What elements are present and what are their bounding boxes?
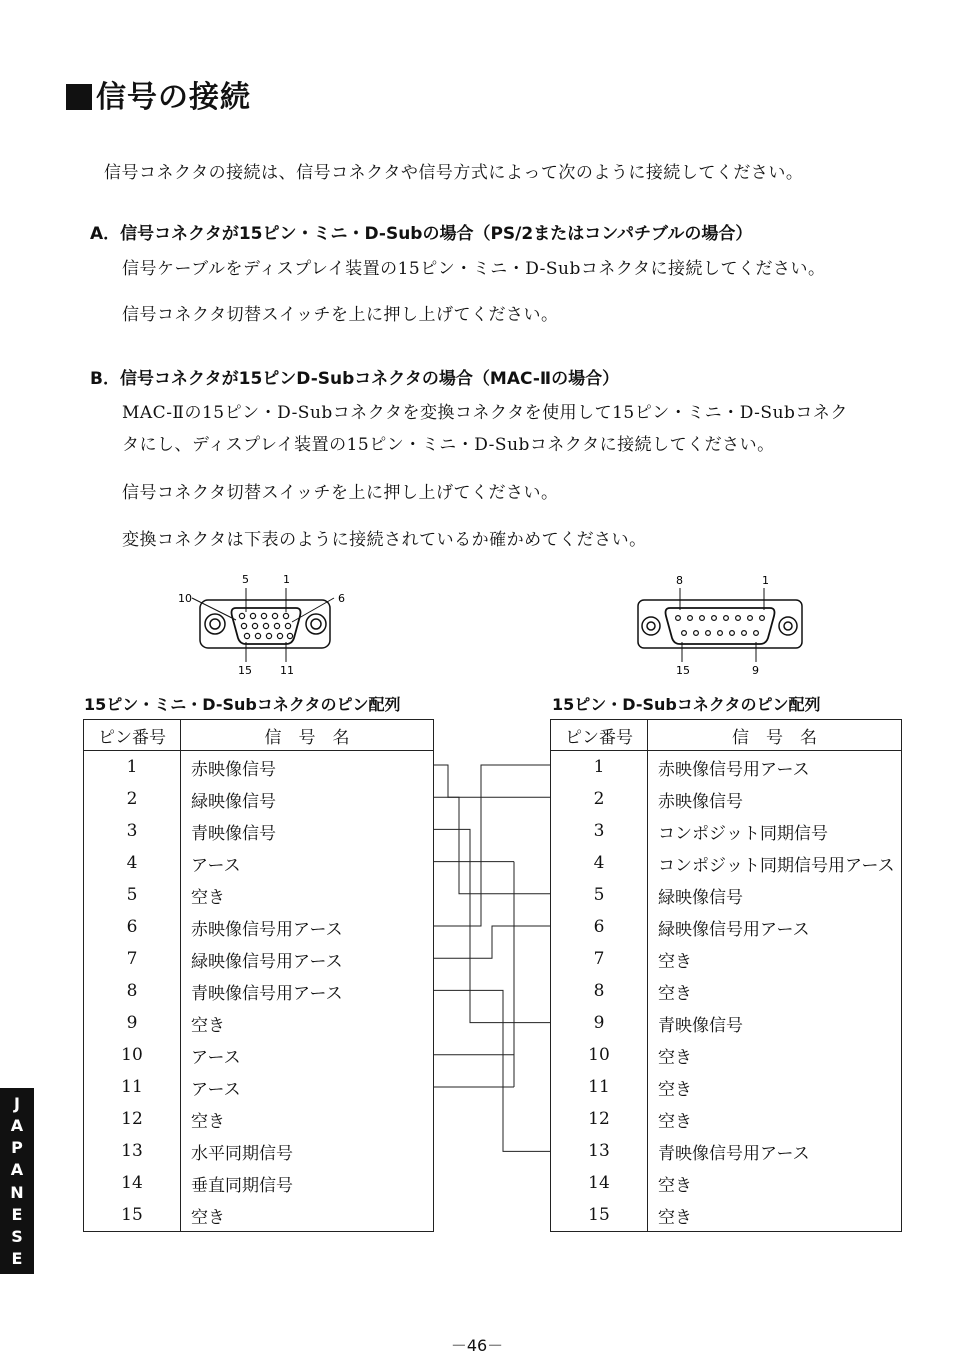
right-table-signal-name: 空き xyxy=(648,1071,902,1103)
left-table-signal-name: 水平同期信号 xyxy=(181,1135,434,1167)
left-table-signal-name: 赤映像信号 xyxy=(181,751,434,784)
right-col-pin: ピン番号 xyxy=(551,720,648,751)
right-table-signal-name: 空き xyxy=(648,975,902,1007)
right-table-signal-name: 空き xyxy=(648,1039,902,1071)
left-table-caption: 15ピン・ミニ・D-Subコネクタのピン配列 xyxy=(84,695,401,714)
left-table-row xyxy=(84,751,434,784)
left-table-pin-number: 7 xyxy=(84,943,181,975)
right-table-signal-name: 青映像信号用アース xyxy=(648,1135,902,1167)
wire-line xyxy=(434,765,550,926)
left-table-signal-name: アース xyxy=(181,847,434,879)
left-table-row xyxy=(84,1103,434,1135)
section-a-heading: A．信号コネクタが15ピン・ミニ・D-Subの場合（PS/2またはコンパチブルの場合） xyxy=(90,224,753,244)
right-table-signal-name: 赤映像信号用アース xyxy=(648,751,902,784)
left-table-signal-name: 空き xyxy=(181,879,434,911)
left-table-pin-number: 1 xyxy=(84,751,181,784)
left-table-row xyxy=(84,783,434,815)
label-pin1: 1 xyxy=(762,574,769,587)
mini-dsub-connector-diagram xyxy=(170,570,360,680)
left-table-signal-name: アース xyxy=(181,1071,434,1103)
right-table-row xyxy=(551,911,902,943)
left-table-pin-number: 13 xyxy=(84,1135,181,1167)
left-table-row xyxy=(84,847,434,879)
section-a-line2: 信号コネクタ切替スイッチを上に押し上げてください。 xyxy=(122,305,559,325)
right-table-pin-number: 5 xyxy=(551,879,648,911)
right-table-pin-number: 12 xyxy=(551,1103,648,1135)
right-table-row xyxy=(551,1199,902,1232)
right-table-pin-number: 9 xyxy=(551,1007,648,1039)
label-pin1: 1 xyxy=(283,573,290,586)
right-table-signal-name: 空き xyxy=(648,1167,902,1199)
right-table-signal-name: 空き xyxy=(648,1199,902,1232)
square-bullet-icon xyxy=(66,84,92,110)
language-side-tab xyxy=(0,1088,34,1274)
side-tab-letter: A xyxy=(10,1160,24,1180)
right-table-row xyxy=(551,1103,902,1135)
section-b-line4: 変換コネクタは下表のように接続されているか確かめてください。 xyxy=(122,530,647,550)
right-table-signal-name: 赤映像信号 xyxy=(648,783,902,815)
left-table-row xyxy=(84,1007,434,1039)
right-table-signal-name: コンポジット同期信号用アース xyxy=(648,847,902,879)
left-col-pin: ピン番号 xyxy=(84,720,181,751)
intro-text: 信号コネクタの接続は、信号コネクタや信号方式によって次のように接続してください。 xyxy=(104,163,804,183)
side-tab-letter: N xyxy=(10,1182,24,1202)
left-table-pin-number: 12 xyxy=(84,1103,181,1135)
right-table-signal-name: コンポジット同期信号 xyxy=(648,815,902,847)
right-table-pin-number: 14 xyxy=(551,1167,648,1199)
right-table-row xyxy=(551,1071,902,1103)
right-pin-table xyxy=(550,719,902,1232)
left-table-row xyxy=(84,879,434,911)
page-title xyxy=(66,72,251,116)
wire-line xyxy=(434,990,550,1151)
side-tab-letter: J xyxy=(14,1093,20,1113)
label-pin5: 5 xyxy=(242,573,249,586)
right-table-signal-name: 緑映像信号 xyxy=(648,879,902,911)
right-table-row xyxy=(551,1039,902,1071)
right-table-row xyxy=(551,1167,902,1199)
wiring-diagram xyxy=(434,750,550,1230)
left-table-row xyxy=(84,911,434,943)
right-table-pin-number: 6 xyxy=(551,911,648,943)
left-table-pin-number: 14 xyxy=(84,1167,181,1199)
right-table-pin-number: 8 xyxy=(551,975,648,1007)
label-pin6: 6 xyxy=(338,592,345,605)
right-table-pin-number: 1 xyxy=(551,751,648,784)
right-table-row xyxy=(551,847,902,879)
left-table-signal-name: 緑映像信号用アース xyxy=(181,943,434,975)
label-pin10: 10 xyxy=(178,592,192,605)
side-tab-letter: A xyxy=(10,1115,24,1135)
right-table-pin-number: 15 xyxy=(551,1199,648,1232)
left-table-row xyxy=(84,1135,434,1167)
left-table-pin-number: 15 xyxy=(84,1199,181,1232)
label-pin9: 9 xyxy=(752,664,759,677)
right-table-row xyxy=(551,783,902,815)
left-table-row xyxy=(84,815,434,847)
right-table-pin-number: 7 xyxy=(551,943,648,975)
page-number: －46－ xyxy=(450,1336,504,1355)
left-table-pin-number: 2 xyxy=(84,783,181,815)
left-table-signal-name: 青映像信号用アース xyxy=(181,975,434,1007)
side-tab-letter: E xyxy=(11,1249,23,1269)
left-table-pin-number: 5 xyxy=(84,879,181,911)
right-table-pin-number: 10 xyxy=(551,1039,648,1071)
left-table-row xyxy=(84,1167,434,1199)
left-table-pin-number: 4 xyxy=(84,847,181,879)
right-table-row xyxy=(551,975,902,1007)
right-table-pin-number: 4 xyxy=(551,847,648,879)
side-tab-letter: P xyxy=(11,1138,23,1158)
side-tab-letter: S xyxy=(11,1227,23,1247)
label-pin15: 15 xyxy=(238,664,252,677)
right-table-signal-name: 青映像信号 xyxy=(648,1007,902,1039)
section-b-line3: 信号コネクタ切替スイッチを上に押し上げてください。 xyxy=(122,483,559,503)
section-b-line1: MAC-Ⅱの15ピン・D-Subコネクタを変換コネクタを使用して15ピン・ミニ・D-Subコネク xyxy=(122,403,848,423)
left-table-signal-name: アース xyxy=(181,1039,434,1071)
label-pin11: 11 xyxy=(280,664,294,677)
left-table-signal-name: 青映像信号 xyxy=(181,815,434,847)
right-table-pin-number: 11 xyxy=(551,1071,648,1103)
right-table-pin-number: 2 xyxy=(551,783,648,815)
left-table-row xyxy=(84,1071,434,1103)
label-pin15: 15 xyxy=(676,664,690,677)
left-table-signal-name: 垂直同期信号 xyxy=(181,1167,434,1199)
left-table-pin-number: 9 xyxy=(84,1007,181,1039)
left-table-pin-number: 10 xyxy=(84,1039,181,1071)
right-table-caption: 15ピン・D-Subコネクタのピン配列 xyxy=(552,695,821,714)
left-table-signal-name: 空き xyxy=(181,1007,434,1039)
right-table-pin-number: 3 xyxy=(551,815,648,847)
right-table-signal-name: 緑映像信号用アース xyxy=(648,911,902,943)
right-table-row xyxy=(551,751,902,784)
right-col-signal: 信 号 名 xyxy=(648,720,902,751)
right-table-row xyxy=(551,815,902,847)
section-a-line1: 信号ケーブルをディスプレイ装置の15ピン・ミニ・D-Subコネクタに接続してください。 xyxy=(122,259,826,279)
dsub-connector-diagram xyxy=(630,570,810,680)
wire-line xyxy=(434,926,550,958)
title-text: 信号の接続 xyxy=(96,80,251,115)
right-table-row xyxy=(551,943,902,975)
right-table-row xyxy=(551,1135,902,1167)
label-pin8: 8 xyxy=(676,574,683,587)
wire-line xyxy=(434,797,550,894)
left-table-signal-name: 空き xyxy=(181,1199,434,1232)
left-table-signal-name: 赤映像信号用アース xyxy=(181,911,434,943)
left-table-pin-number: 6 xyxy=(84,911,181,943)
left-table-row xyxy=(84,943,434,975)
right-table-pin-number: 13 xyxy=(551,1135,648,1167)
right-table-row xyxy=(551,879,902,911)
section-b-line2: タにし、ディスプレイ装置の15ピン・ミニ・D-Subコネクタに接続してください。 xyxy=(122,435,775,455)
section-b-heading: B．信号コネクタが15ピンD-Subコネクタの場合（MAC-Ⅱの場合） xyxy=(90,369,620,389)
left-table-signal-name: 緑映像信号 xyxy=(181,783,434,815)
left-table-row xyxy=(84,1039,434,1071)
left-table-pin-number: 11 xyxy=(84,1071,181,1103)
left-table-row xyxy=(84,975,434,1007)
left-table-signal-name: 空き xyxy=(181,1103,434,1135)
right-table-row xyxy=(551,1007,902,1039)
left-table-pin-number: 3 xyxy=(84,815,181,847)
left-table-row xyxy=(84,1199,434,1232)
left-pin-table xyxy=(83,719,434,1232)
right-table-signal-name: 空き xyxy=(648,943,902,975)
left-table-pin-number: 8 xyxy=(84,975,181,1007)
left-col-signal: 信 号 名 xyxy=(181,720,434,751)
right-table-signal-name: 空き xyxy=(648,1103,902,1135)
side-tab-letter: E xyxy=(11,1204,23,1224)
wire-line xyxy=(434,765,550,797)
